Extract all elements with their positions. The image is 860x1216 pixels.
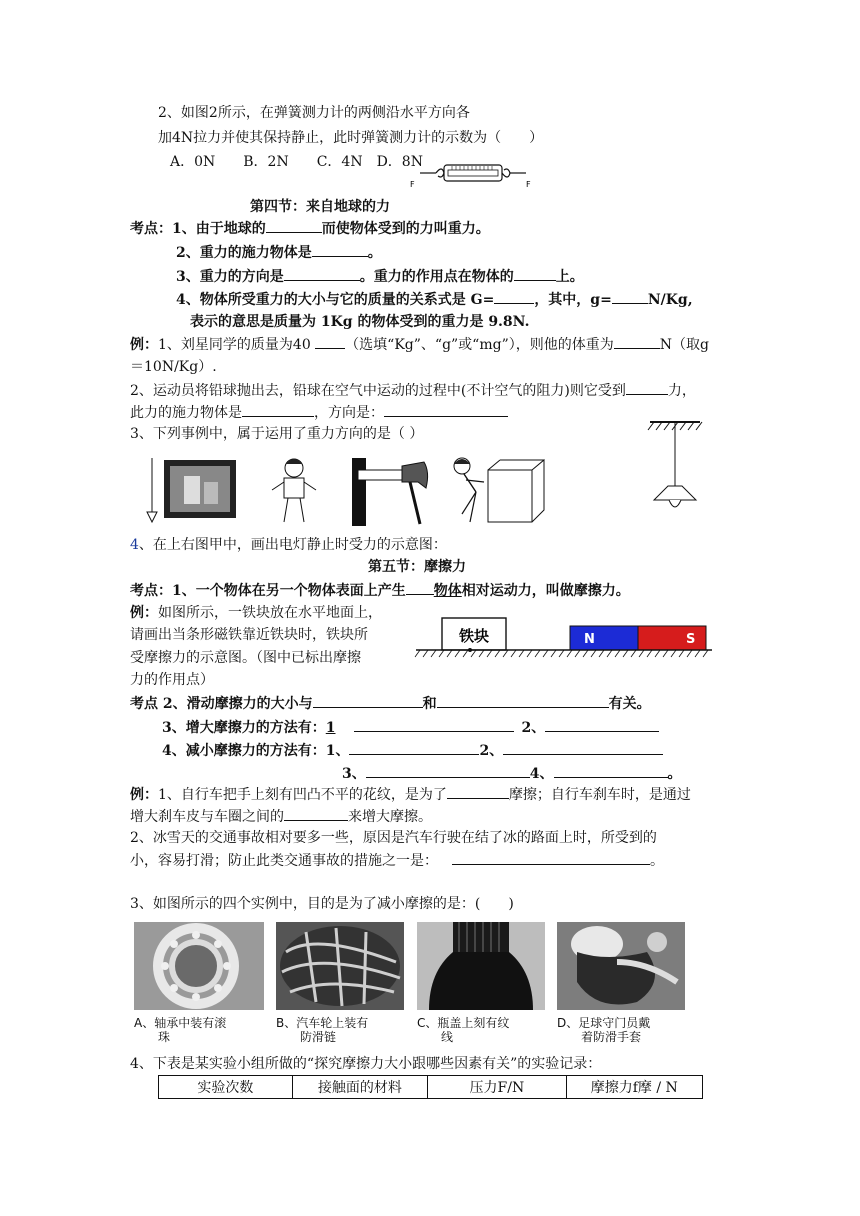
sec5-kp3: 3、增大摩擦力的方法有：1 2、: [162, 717, 659, 738]
sec5-kp4: 4、减小摩擦力的方法有：1、 2、: [162, 740, 663, 761]
sec5-kp2: 考点 2、滑动摩擦力的大小与 和 有关。: [130, 693, 651, 714]
sec4-kp1: 考点：1、由于地球的 而使物体受到的力叫重力。: [130, 218, 490, 239]
hanging-lamp-figure: [640, 412, 712, 522]
section5-title: 第五节：摩擦力: [368, 559, 466, 575]
sec4-kp2: 2、重力的施力物体是 。: [176, 242, 382, 263]
caption-c: C、瓶盖上刻有纹 线: [417, 1016, 510, 1044]
table-header-cell: 实验次数: [159, 1076, 293, 1099]
magnet-n-label: N: [584, 632, 595, 647]
force-left-label: F: [410, 180, 415, 189]
sec5-example-line2: 请画出当条形磁铁靠近铁块时，铁块所: [130, 627, 368, 643]
q2-line1: 2、如图2所示，在弹簧测力计的两侧沿水平方向各: [158, 105, 470, 121]
sec4-example1-line2: ＝10N/Kg）.: [130, 359, 217, 375]
force-right-label: F: [526, 180, 531, 189]
sec4-example2-line2: 此力的施力物体是 ，方向是：: [130, 402, 508, 423]
person-figure: [266, 456, 322, 528]
sec4-example1: 例：1、刘星同学的质量为40 （选填“Kg”、“g”或“mg”），则他的体重为 N（取g: [130, 334, 709, 355]
bottle-cap-photo: [417, 922, 545, 1010]
sec4-example2: 2、运动员将铅球抛出去，铅球在空气中运动的过程中(不计空气的阻力)则它受到 力，: [130, 380, 696, 401]
sec5-example4: 4、下表是某实验小组所做的“探究摩擦力大小跟哪些因素有关”的实验记录：: [130, 1056, 602, 1072]
sec5-example-line4: 力的作用点）: [130, 672, 214, 688]
q2-options: A．0N B．2N C．4N D．8N: [170, 154, 423, 170]
sec5-example2-line2: 小，容易打滑；防止此类交通事故的措施之一是： 。: [130, 850, 664, 871]
table-header-cell: 摩擦力f摩 / N: [566, 1076, 702, 1099]
table-header-cell: 压力F/N: [428, 1076, 566, 1099]
caption-d: D、足球守门员戴 着防滑手套: [557, 1016, 651, 1044]
sec4-example4: 4、在上右图甲中，画出电灯静止时受力的示意图：: [130, 537, 447, 553]
sec5-example1-line2: 增大刹车皮与车圈之间的 来增大摩擦。: [130, 806, 432, 827]
push-box-figure: [440, 452, 550, 528]
sec5-kp1: 考点：1、一个物体在另一个物体表面上产生 物体相对运动力，叫做摩擦力。: [130, 580, 630, 601]
snow-chain-photo: [276, 922, 404, 1010]
sec4-kp4-line2: 表示的意思是质量为 1Kg 的物体受到的重力是 9.8N.: [190, 314, 530, 330]
goalkeeper-glove-photo: [557, 922, 685, 1010]
caption-a: A、轴承中装有滚 珠: [134, 1016, 227, 1044]
magnet-s-label: S: [686, 632, 696, 647]
sec5-kp4-line2: 3、 4、 。: [342, 763, 682, 784]
bearing-photo: [134, 922, 264, 1010]
sec4-kp4: 4、物体所受重力的大小与它的质量的关系式是 G= ，其中，g= N/Kg,: [176, 289, 693, 310]
plumb-line-figure: [144, 456, 244, 528]
experiment-record-table: [158, 1075, 703, 1099]
table-header-cell: 接触面的材料: [292, 1076, 428, 1099]
sec5-example-line3: 受摩擦力的示意图。（图中已标出摩擦: [130, 650, 361, 666]
iron-block-label: 铁块: [458, 627, 490, 645]
spring-scale-figure: [408, 160, 538, 190]
sec5-example1: 例：1、自行车把手上刻有凹凸不平的花纹，是为了 摩擦；自行车刹车时，是通过: [130, 784, 691, 805]
caption-b: B、汽车轮上装有 防滑链: [276, 1016, 369, 1044]
section4-title: 第四节：来自地球的力: [250, 199, 390, 215]
sec5-example3: 3、如图所示的四个实例中，目的是为了减小摩擦的是：( ): [130, 896, 514, 912]
iron-block-magnet-figure: [414, 606, 714, 662]
sec5-example-line1: 例：如图所示，一铁块放在水平地面上，: [130, 605, 382, 621]
q2-line2: 加4N拉力并使其保持静止，此时弹簧测力计的示数为（ ）: [158, 130, 544, 146]
sec4-example3: 3、下列事例中，属于运用了重力方向的是（ ）: [130, 426, 424, 442]
sec4-kp3: 3、重力的方向是 。重力的作用点在物体的 上。: [176, 266, 584, 287]
table-header-row: [159, 1076, 703, 1099]
sec5-example2: 2、冰雪天的交通事故相对要多一些，原因是汽车行驶在结了冰的路面上时，所受到的: [130, 830, 657, 846]
hammer-figure: [348, 456, 434, 528]
